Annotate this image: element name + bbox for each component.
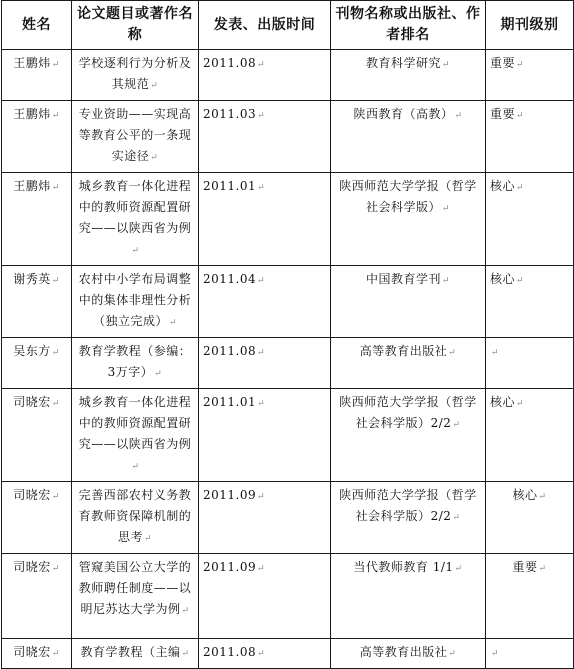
work-title: 完善西部农村义务教育教师资保障机制的思考↵ xyxy=(72,482,199,554)
paragraph-mark-icon: ↵ xyxy=(168,318,178,328)
paragraph-mark-icon: ↵ xyxy=(181,649,190,659)
journal-level: 核心↵ xyxy=(486,389,574,482)
paragraph-mark-icon: ↵ xyxy=(131,246,140,256)
paragraph-mark-icon: ↵ xyxy=(538,564,547,574)
paragraph-mark-icon: ↵ xyxy=(51,111,60,121)
paragraph-mark-icon: ↵ xyxy=(441,204,451,214)
journal-level: 核心↵ xyxy=(486,482,574,554)
paragraph-mark-icon: ↵ xyxy=(131,462,140,472)
author-name: 王鹏炜↵ xyxy=(2,173,72,266)
table-row xyxy=(2,482,574,554)
publish-date: 2011.01↵ xyxy=(199,389,331,482)
work-title: 教育学教程（主编↵ xyxy=(72,639,199,669)
paragraph-mark-icon: ↵ xyxy=(51,276,60,286)
paragraph-mark-icon: ↵ xyxy=(454,111,463,121)
publications-table xyxy=(1,0,574,669)
paragraph-mark-icon: ↵ xyxy=(257,348,266,358)
table-row xyxy=(2,389,574,482)
publish-date: 2011.01↵ xyxy=(199,173,331,266)
work-title: 管窥美国公立大学的教师聘任制度——以明尼苏达大学为例↵ xyxy=(72,554,199,639)
paragraph-mark-icon: ↵ xyxy=(181,606,190,616)
publish-date: 2011.08↵ xyxy=(199,639,331,669)
paragraph-mark-icon: ↵ xyxy=(51,348,60,358)
venue: 陕西师范大学学报（哲学社会科学版）2/2↵ xyxy=(331,482,486,554)
author-name: 司晓宏↵ xyxy=(2,554,72,639)
header-row xyxy=(2,1,574,50)
venue: 高等教育出版社↵ xyxy=(331,338,486,389)
paragraph-mark-icon: ↵ xyxy=(51,60,60,70)
publish-date: 2011.04↵ xyxy=(199,266,331,338)
journal-level: 核心↵ xyxy=(486,266,574,338)
paragraph-mark-icon: ↵ xyxy=(538,492,547,502)
paragraph-mark-icon: ↵ xyxy=(257,492,266,502)
table-row xyxy=(2,338,574,389)
author-name: 王鹏炜↵ xyxy=(2,101,72,173)
publish-date: 2011.08↵ xyxy=(199,338,331,389)
paragraph-mark-icon: ↵ xyxy=(491,649,500,659)
journal-level: 重要↵ xyxy=(486,101,574,173)
paragraph-mark-icon: ↵ xyxy=(454,564,463,574)
paragraph-mark-icon: ↵ xyxy=(491,348,500,358)
venue: 陕西师范大学学报（哲学社会科学版）↵ xyxy=(331,173,486,266)
header-name: 姓名 xyxy=(2,1,72,50)
paragraph-mark-icon: ↵ xyxy=(257,60,266,70)
author-name: 司晓宏↵ xyxy=(2,482,72,554)
paragraph-mark-icon: ↵ xyxy=(448,348,457,358)
paragraph-mark-icon: ↵ xyxy=(516,276,525,286)
author-name: 吴东方↵ xyxy=(2,338,72,389)
paragraph-mark-icon: ↵ xyxy=(51,492,60,502)
paragraph-mark-icon: ↵ xyxy=(448,649,457,659)
author-name: 王鹏炜↵ xyxy=(2,50,72,101)
work-title: 城乡教育一体化进程中的教师资源配置研究——以陕西省为例↵ xyxy=(72,173,199,266)
venue: 陕西教育（高教）↵ xyxy=(331,101,486,173)
work-title: 学校逐利行为分析及其规范↵ xyxy=(72,50,199,101)
author-name: 司晓宏↵ xyxy=(2,389,72,482)
paragraph-mark-icon: ↵ xyxy=(257,111,266,121)
paragraph-mark-icon: ↵ xyxy=(516,111,525,121)
paragraph-mark-icon: ↵ xyxy=(516,399,525,409)
header-title: 论文题目或著作名称 xyxy=(72,1,199,50)
venue: 教育科学研究↵ xyxy=(331,50,486,101)
author-name: 司晓宏↵ xyxy=(2,639,72,669)
journal-level: 核心↵ xyxy=(486,173,574,266)
table-row xyxy=(2,173,574,266)
header-level: 期刊级别 xyxy=(486,1,574,50)
paragraph-mark-icon: ↵ xyxy=(257,399,266,409)
paragraph-mark-icon: ↵ xyxy=(257,564,266,574)
journal-level xyxy=(486,338,574,389)
table-row xyxy=(2,50,574,101)
paragraph-mark-icon: ↵ xyxy=(452,420,461,430)
paragraph-mark-icon: ↵ xyxy=(441,276,451,286)
work-title: 教育学教程（参编：3万字）↵ xyxy=(72,338,199,389)
paragraph-mark-icon: ↵ xyxy=(150,153,159,163)
header-date: 发表、出版时间 xyxy=(199,1,331,50)
paragraph-mark-icon: ↵ xyxy=(51,399,60,409)
paragraph-mark-icon: ↵ xyxy=(516,60,525,70)
journal-level: 重要↵ xyxy=(486,554,574,639)
work-title: 专业资助——实现高等教育公平的一条现实途径↵ xyxy=(72,101,199,173)
paragraph-mark-icon: ↵ xyxy=(51,564,60,574)
paragraph-mark-icon: ↵ xyxy=(51,183,60,193)
journal-level xyxy=(486,639,574,669)
author-name: 谢秀英↵ xyxy=(2,266,72,338)
publish-date: 2011.09↵ xyxy=(199,482,331,554)
paragraph-mark-icon: ↵ xyxy=(154,369,163,379)
publish-date: 2011.09↵ xyxy=(199,554,331,639)
paragraph-mark-icon: ↵ xyxy=(150,81,159,91)
table-row xyxy=(2,266,574,338)
paragraph-mark-icon: ↵ xyxy=(257,183,266,193)
paragraph-mark-icon: ↵ xyxy=(51,649,60,659)
table-row xyxy=(2,101,574,173)
publish-date: 2011.03↵ xyxy=(199,101,331,173)
paragraph-mark-icon: ↵ xyxy=(516,183,525,193)
venue: 当代教师教育 1/1↵ xyxy=(331,554,486,639)
paragraph-mark-icon: ↵ xyxy=(257,276,266,286)
paragraph-mark-icon: ↵ xyxy=(143,534,153,544)
paragraph-mark-icon: ↵ xyxy=(452,513,461,523)
publish-date: 2011.08↵ xyxy=(199,50,331,101)
work-title: 农村中小学布局调整中的集体非理性分析（独立完成）↵ xyxy=(72,266,199,338)
table-row xyxy=(2,554,574,639)
table-row xyxy=(2,639,574,669)
venue: 中国教育学刊↵ xyxy=(331,266,486,338)
journal-level: 重要↵ xyxy=(486,50,574,101)
paragraph-mark-icon: ↵ xyxy=(441,60,451,70)
work-title: 城乡教育一体化进程中的教师资源配置研究——以陕西省为例↵ xyxy=(72,389,199,482)
header-venue: 刊物名称或出版社、作者排名 xyxy=(331,1,486,50)
paragraph-mark-icon: ↵ xyxy=(257,649,266,659)
venue: 高等教育出版社↵ xyxy=(331,639,486,669)
venue: 陕西师范大学学报（哲学社会科学版）2/2↵ xyxy=(331,389,486,482)
